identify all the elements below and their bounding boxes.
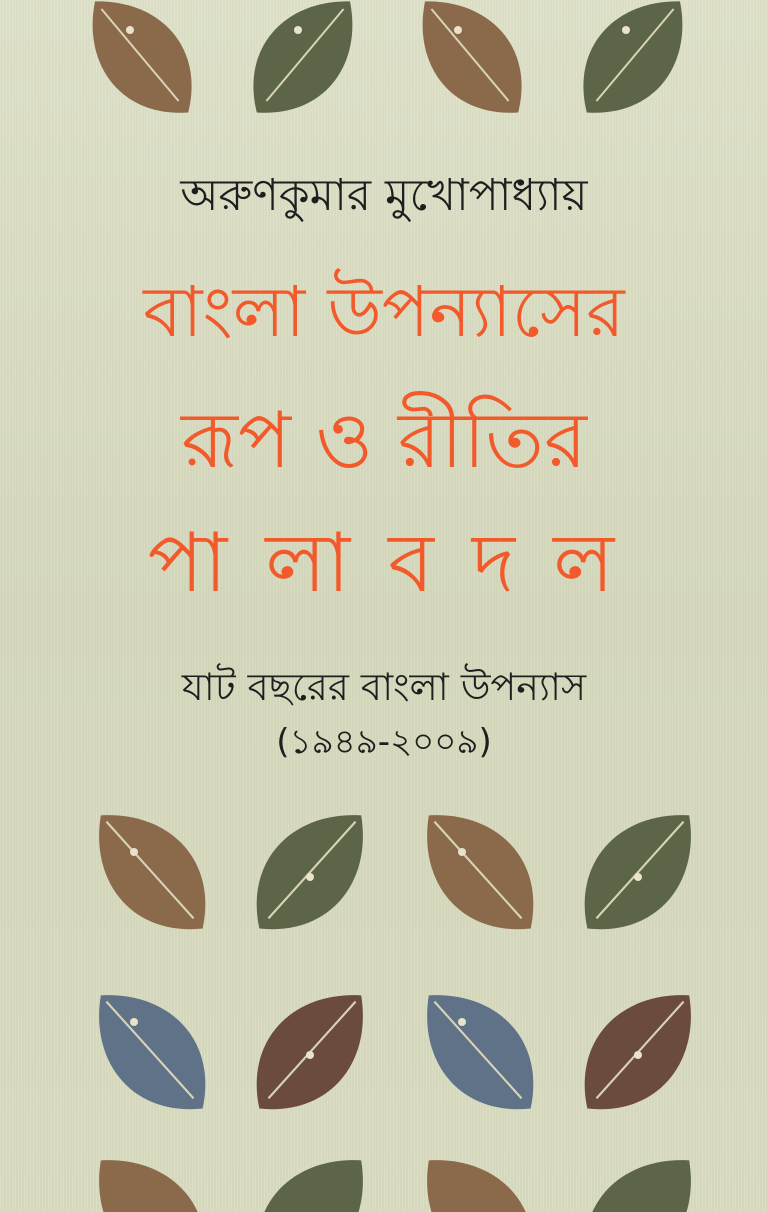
- leaf-top-4: [557, 0, 711, 138]
- stem-dot: [306, 873, 314, 881]
- year-range: (১৯৪৯-২০০৯): [276, 722, 492, 762]
- stem-dot: [622, 26, 630, 34]
- leaf-row1-1: [70, 788, 233, 957]
- leaf-row1-3: [398, 788, 561, 957]
- title-line-2: রূপ ও রীতির: [181, 396, 587, 486]
- leaf-row3-3: [398, 1133, 561, 1212]
- title-line-3: পা লা ব দ ল: [147, 516, 621, 611]
- leaf-row3-1: [70, 1133, 233, 1212]
- author-name: অরুণকুমার মুখোপাধ্যায়: [180, 170, 588, 221]
- stem-dot: [130, 1018, 138, 1026]
- stem-dot: [458, 848, 466, 856]
- leaf-row1-2: [229, 788, 392, 957]
- stem-dot: [454, 26, 462, 34]
- stem-dot: [634, 1051, 642, 1059]
- stem-dot: [126, 26, 134, 34]
- title-line-1: বাংলা উপন্যাসের: [143, 271, 625, 353]
- stem-dot: [634, 873, 642, 881]
- stem-dot: [130, 848, 138, 856]
- subtitle: যাট বছরের বাংলা উপন্যাস: [181, 665, 587, 709]
- stem-dot: [294, 26, 302, 34]
- leaf-row2-1: [70, 968, 233, 1137]
- leaf-top-2: [227, 0, 381, 138]
- leaf-top-3: [395, 0, 549, 138]
- leaf-row2-3: [398, 968, 561, 1137]
- leaf-row3-2: [229, 1133, 392, 1212]
- stem-dot: [306, 1051, 314, 1059]
- leaf-row1-4: [557, 788, 720, 957]
- leaf-top-1: [65, 0, 219, 138]
- stem-dot: [458, 1018, 466, 1026]
- leaf-row3-4: [557, 1133, 720, 1212]
